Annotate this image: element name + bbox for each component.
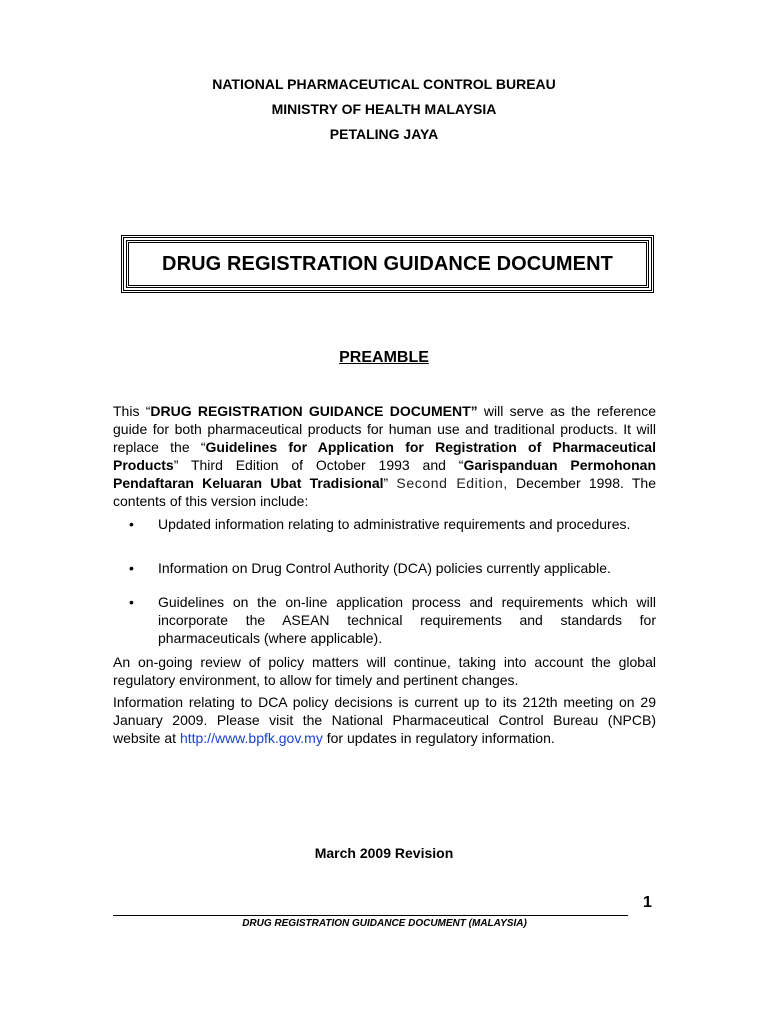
website-link[interactable]: http://www.bpfk.gov.my <box>179 730 323 746</box>
intro-text-edition: Second Edition, <box>396 475 508 491</box>
intro-text-1: This “ <box>113 403 151 419</box>
revision-date: March 2009 Revision <box>314 845 454 861</box>
intro-bold-garispanduan: Garispanduan Permohonan Pendaftaran Keluaran Ubat Tradisional <box>113 457 656 491</box>
bullet-text: Guidelines on the on-line application process and requirements which will incorporate the ASEAN technical requirements and standards for pharmaceuticals (where applicable). <box>158 594 656 646</box>
preamble-heading <box>0 349 768 367</box>
info-text-1: Information relating to DCA policy decisions is current up to its 212th meeting on 29 January 2009. Please visit the National Pharmaceutical Control Bureau (NPCB) website at <box>113 694 656 746</box>
header-location: PETALING JAYA <box>329 126 439 142</box>
bullet-text: Information on Drug Control Authority (DCA) policies currently applicable. <box>158 560 611 576</box>
header-organization: NATIONAL PHARMACEUTICAL CONTROL BUREAU <box>212 76 556 92</box>
footer-divider <box>113 915 628 916</box>
title-box <box>121 235 654 293</box>
intro-bold-guidelines: Guidelines for Application for Registration of Pharmaceutical Products <box>113 439 656 473</box>
intro-text-6: December 1998. The contents of this version include: <box>113 475 656 509</box>
bullet-text: Updated information relating to administrative requirements and procedures. <box>158 516 631 532</box>
intro-text-4: ” <box>383 475 397 491</box>
intro-bold-title: DRUG REGISTRATION GUIDANCE DOCUMENT” <box>150 403 478 419</box>
bullet-dot: • <box>129 516 134 532</box>
page-number: 1 <box>643 894 652 911</box>
info-text-2: for updates in regulatory information. <box>322 730 555 746</box>
preamble-heading-text: PREAMBLE <box>339 349 429 366</box>
intro-text-2: will serve as the reference guide for both pharmaceutical products for human use and traditional products. It will replace the “ <box>113 403 656 455</box>
footer-title: DRUG REGISTRATION GUIDANCE DOCUMENT (MALAYSIA) <box>242 918 527 929</box>
review-paragraph: An on-going review of policy matters will continue, taking into account the global regulatory environment, to allow for timely and pertinent changes. <box>113 654 656 688</box>
document-title: DRUG REGISTRATION GUIDANCE DOCUMENT <box>162 252 613 275</box>
intro-paragraph <box>113 402 656 510</box>
bullet-dot: • <box>129 594 134 610</box>
info-paragraph <box>113 693 656 747</box>
bullet-dot: • <box>129 560 134 576</box>
header-ministry: MINISTRY OF HEALTH MALAYSIA <box>271 101 497 117</box>
intro-text-3: ” Third Edition of October 1993 and “ <box>173 457 464 473</box>
